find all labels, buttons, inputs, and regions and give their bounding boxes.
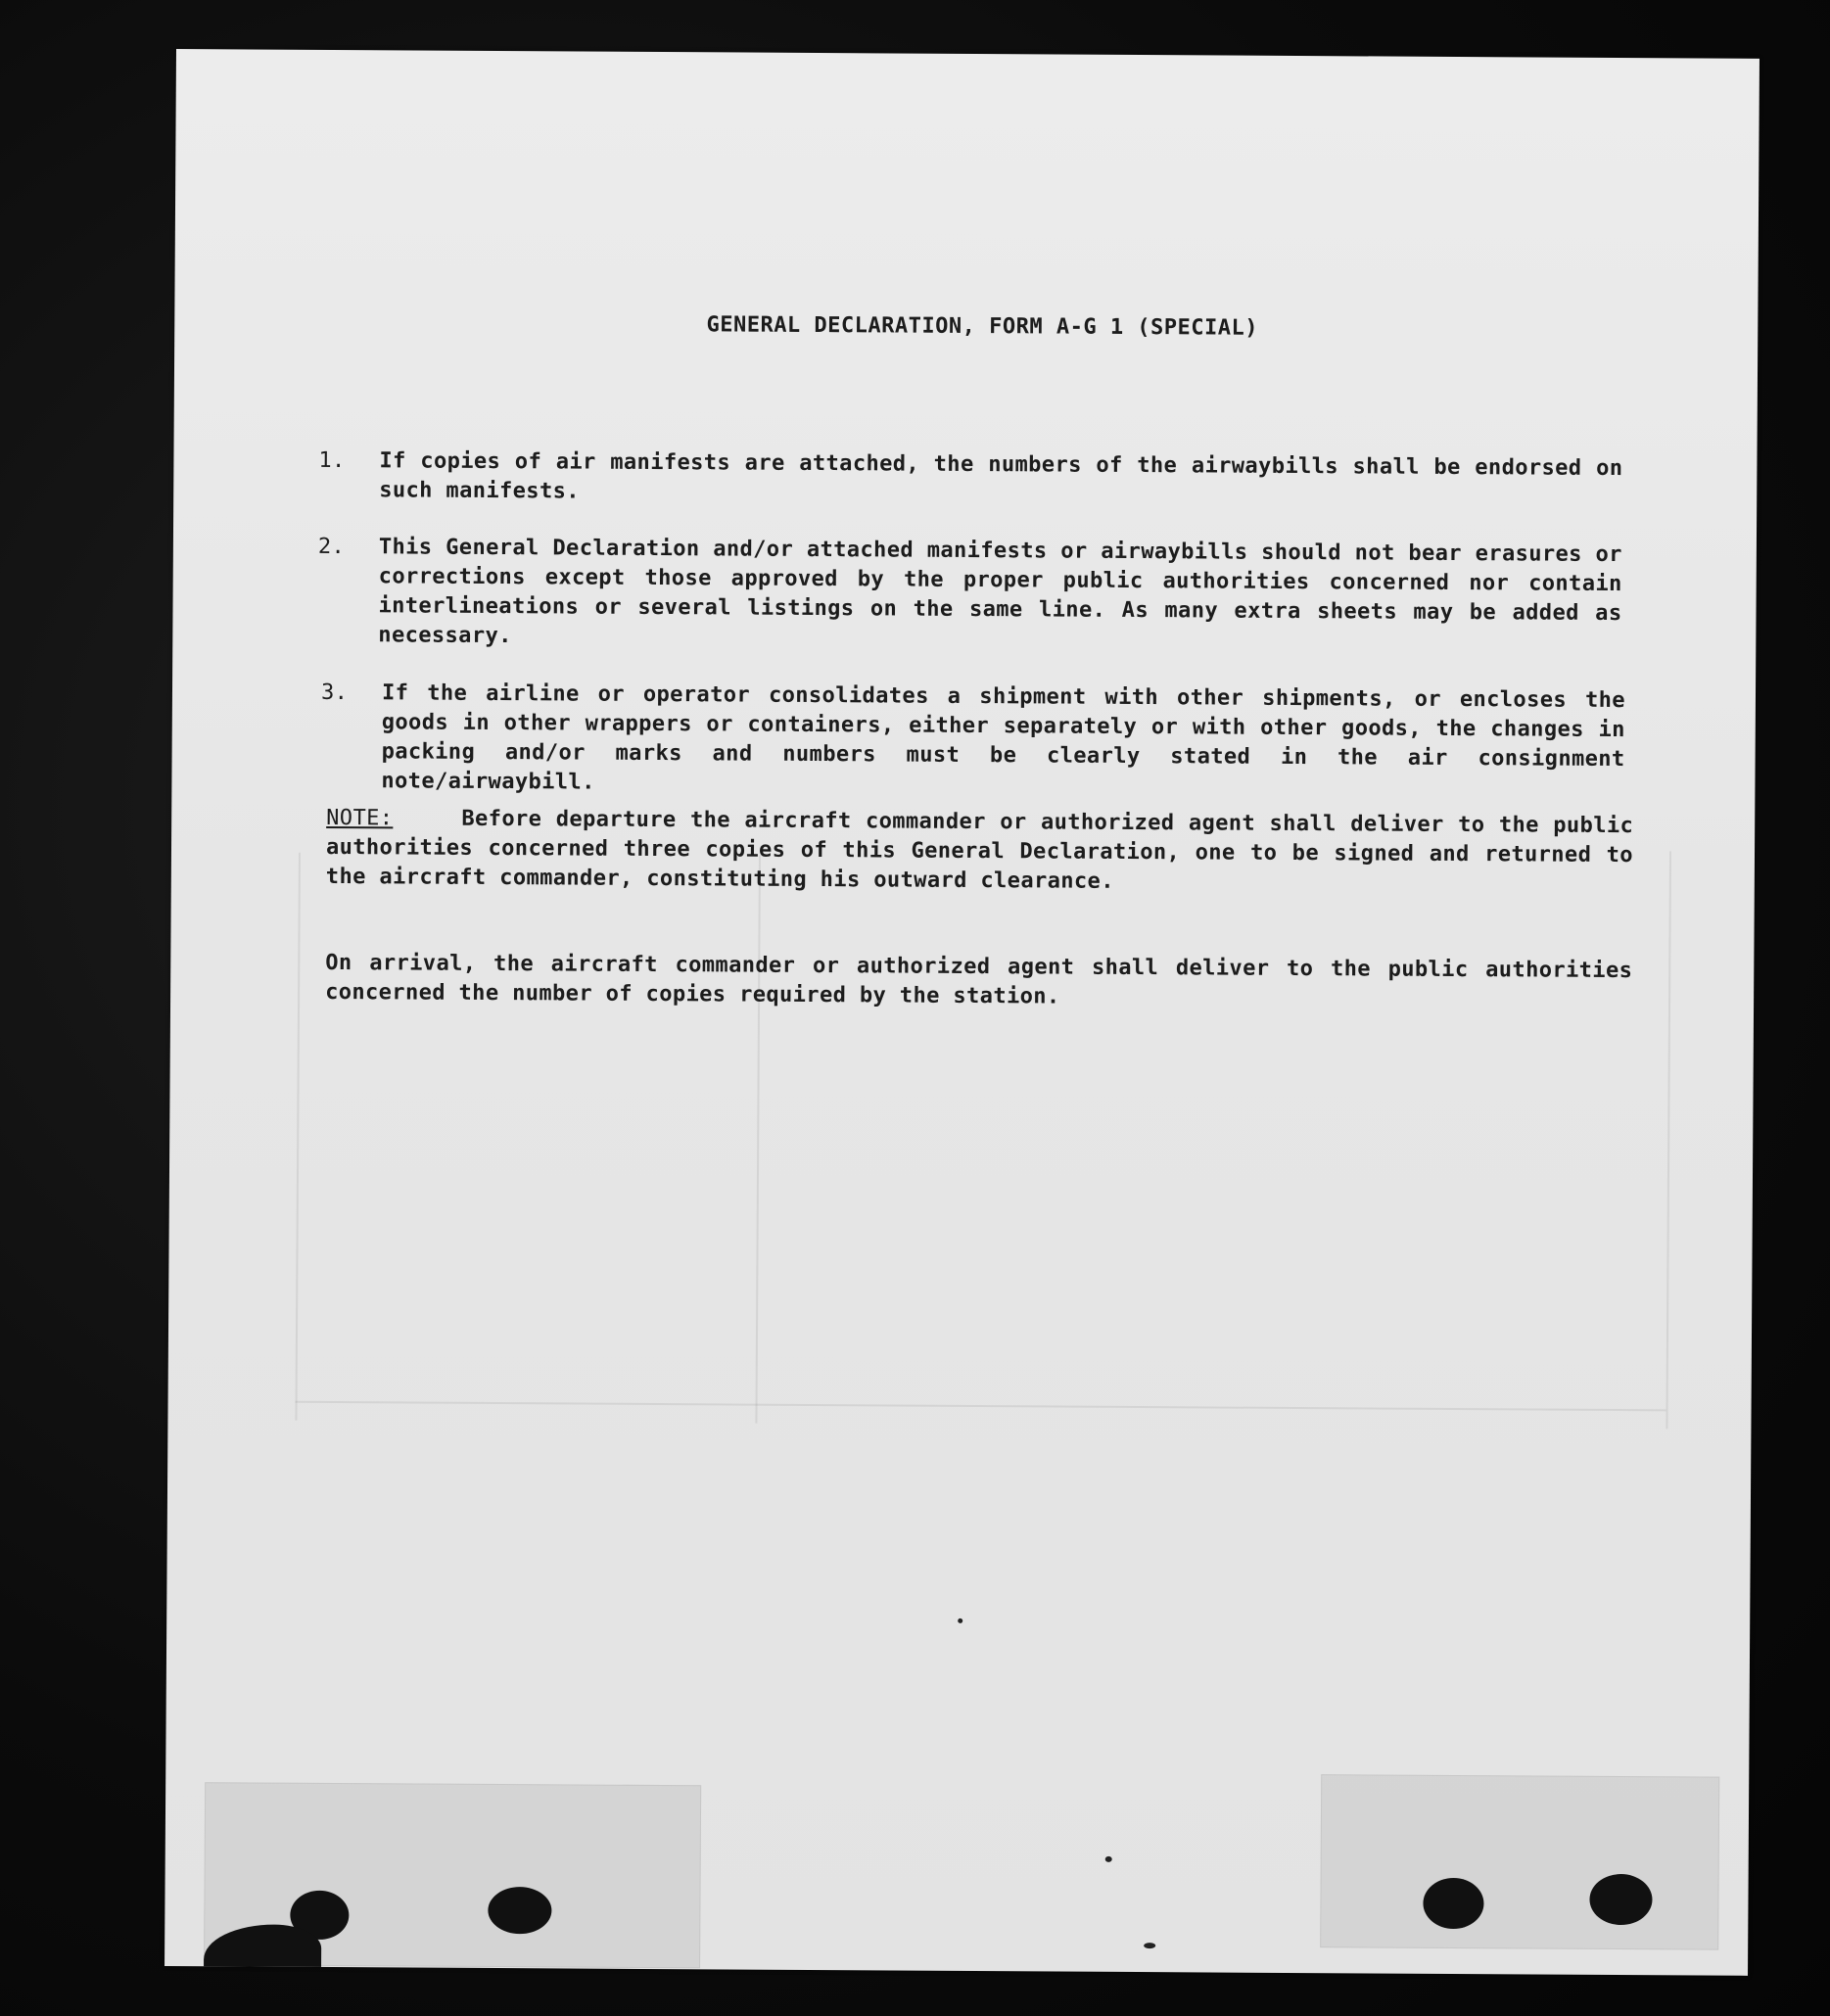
item-text: This General Declaration and/or attached manifests or airwaybills should not bear erasures or corrections except those approved by the proper public authorities concerned nor contain interlineations or several listings on the same line. As many extra sheets may be added as necessary.: [378, 535, 1622, 649]
arrival-paragraph: On arrival, the aircraft commander or authorized agent shall deliver to the public authorities concerned the number of copies required by the station.: [325, 950, 1633, 1009]
note-text: Before departure the aircraft commander or authorized agent shall deliver to the public authorities concerned three copies of this General Declaration, one to be signed and returned to the aircraft commander, constituting his outward clearance.: [325, 806, 1634, 894]
document-page: [164, 49, 1760, 1976]
item-text: If copies of air manifests are attached, the numbers of the airwaybills shall be endorsed on such manifests.: [379, 448, 1623, 504]
document-content: [164, 49, 1760, 1976]
item-number: 2.: [317, 534, 346, 560]
item-number: 3.: [320, 680, 349, 706]
item-number: 1.: [318, 447, 346, 474]
item-text: If the airline or operator consolidates a shipment with other shipments, or encloses the goods in other wrappers or containers, either separately or with other goods, the changes in packing and/or marks and numbers must be clearly stated in the air consignment note/airwaybill.: [381, 680, 1626, 795]
document-title: GENERAL DECLARATION, FORM A-G 1 (SPECIAL): [706, 312, 1259, 341]
note-label: NOTE:: [326, 805, 394, 831]
note-paragraph: [326, 804, 1634, 900]
